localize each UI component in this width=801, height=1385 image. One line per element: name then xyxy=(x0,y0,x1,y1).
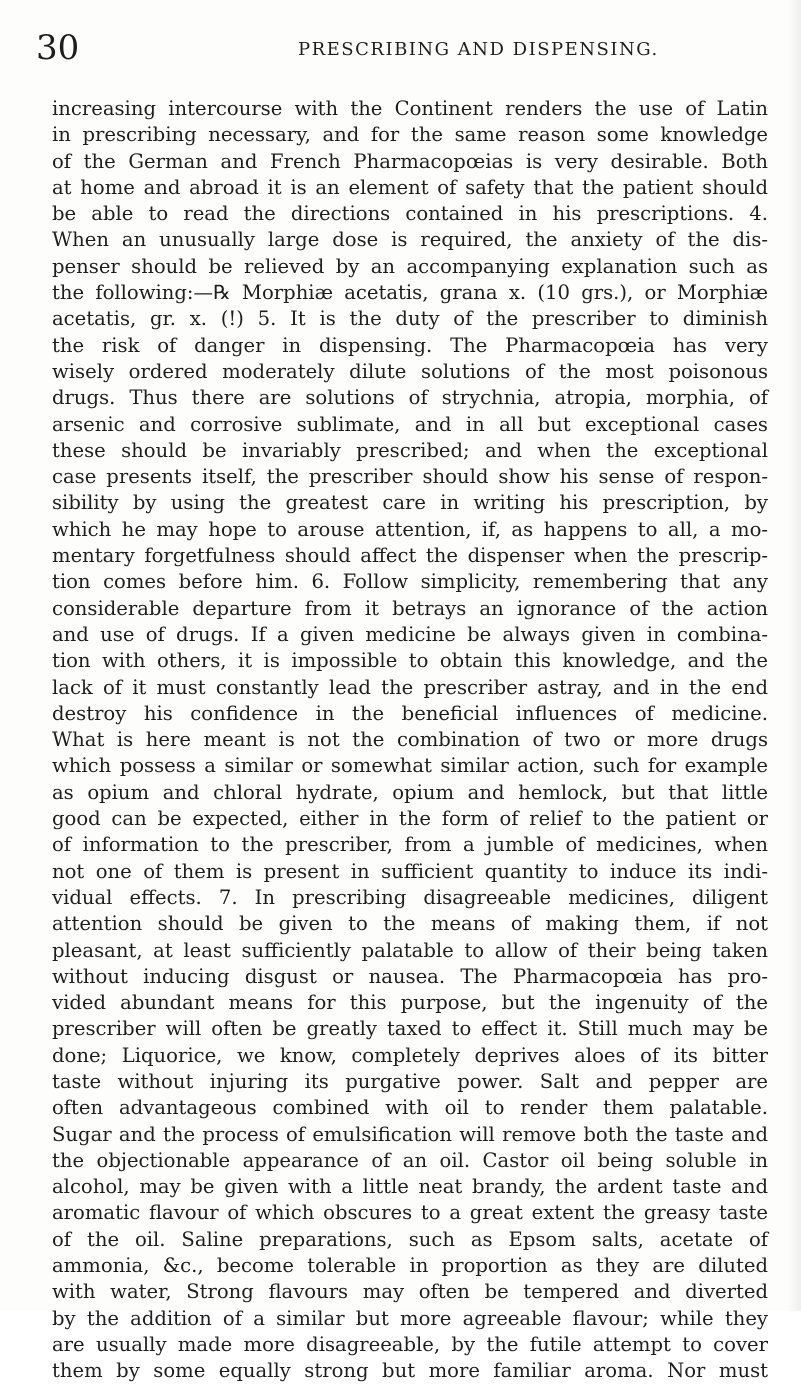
text-line: without inducing disgust or nausea. The Pharmacopœia has pro- xyxy=(52,964,768,988)
page-header xyxy=(36,28,758,68)
text-line: taste without injuring its purgative power. Salt and pepper are xyxy=(52,1069,768,1093)
text-line: good can be expected, either in the form of relief to the patient or xyxy=(52,807,768,831)
text-line: them by some equally strong but more familiar aroma. Nor must xyxy=(52,1359,768,1383)
text-line: the following:—℞ Morphiæ acetatis, grana x. (10 grs.), or Morphiæ xyxy=(52,281,768,305)
text-line: mentary forgetfulness should affect the dispenser when the prescrip- xyxy=(52,544,768,568)
text-line: as opium and chloral hydrate, opium and hemlock, but that little xyxy=(52,780,768,804)
text-line: of information to the prescriber, from a jumble of medicines, when xyxy=(52,833,768,857)
text-line: acetatis, gr. x. (!) 5. It is the duty of the prescriber to diminish xyxy=(52,307,768,331)
text-line: by the addition of a similar but more agreeable flavour; while they xyxy=(52,1306,768,1330)
text-line: drugs. Thus there are solutions of strychnia, atropia, morphia, of xyxy=(52,386,768,410)
text-line: sibility by using the greatest care in writing his prescription, by xyxy=(52,491,768,515)
text-line: increasing intercourse with the Continent renders the use of Latin xyxy=(52,97,768,120)
text-line: and use of drugs. If a given medicine be always given in combina- xyxy=(52,622,768,646)
text-line: not one of them is present in sufficient quantity to induce its indi- xyxy=(52,859,768,883)
text-line: done; Liquorice, we know, completely deprives aloes of its bitter xyxy=(52,1043,768,1067)
text-line: be able to read the directions contained in his prescriptions. 4. xyxy=(52,202,768,226)
text-line: the risk of danger in dispensing. The Pharmacopœia has very xyxy=(52,333,768,357)
text-line: vided abundant means for this purpose, but the ingenuity of the xyxy=(52,991,768,1015)
text-line: What is here meant is not the combination of two or more drugs xyxy=(52,728,768,752)
text-line: alcohol, may be given with a little neat brandy, the ardent taste and xyxy=(52,1175,768,1199)
text-line: vidual effects. 7. In prescribing disagreeable medicines, diligent xyxy=(52,885,768,909)
text-line: considerable departure from it betrays an ignorance of the action xyxy=(52,596,768,620)
text-line: Sugar and the process of emulsification will remove both the taste and xyxy=(52,1122,768,1146)
text-line: often advantageous combined with oil to render them palatable. xyxy=(52,1096,768,1120)
text-line: tion comes before him. 6. Follow simplicity, remembering that any xyxy=(52,570,768,594)
text-line: in prescribing necessary, and for the same reason some knowledge xyxy=(52,123,768,147)
body-text xyxy=(52,96,768,1385)
text-line: case presents itself, the prescriber should show his sense of respon- xyxy=(52,465,768,489)
text-line: pleasant, at least sufficiently palatable to allow of their being taken xyxy=(52,938,768,962)
text-line: attention should be given to the means of making them, if not xyxy=(52,912,768,936)
text-line: arsenic and corrosive sublimate, and in all but exceptional cases xyxy=(52,412,768,436)
text-line: the objectionable appearance of an oil. Castor oil being soluble in xyxy=(52,1148,768,1172)
text-line: tion with others, it is impossible to obtain this knowledge, and the xyxy=(52,649,768,673)
text-line: at home and abroad it is an element of safety that the patient should xyxy=(52,175,768,199)
text-line: of the oil. Saline preparations, such as Epsom salts, acetate of xyxy=(52,1227,768,1251)
text-line: When an unusually large dose is required, the anxiety of the dis- xyxy=(52,228,768,252)
text-line: aromatic flavour of which obscures to a great extent the greasy taste xyxy=(52,1201,768,1225)
text-line: wisely ordered moderately dilute solutions of the most poisonous xyxy=(52,359,768,383)
text-line: penser should be relieved by an accompanying explanation such as xyxy=(52,254,768,278)
text-line: are usually made more disagreeable, by the futile attempt to cover xyxy=(52,1332,768,1356)
text-line: destroy his confidence in the beneficial influences of medicine. xyxy=(52,701,768,725)
text-line: of the German and French Pharmacopœias is very desirable. Both xyxy=(52,149,768,173)
text-line: with water, Strong flavours may often be tempered and diverted xyxy=(52,1280,768,1304)
page-number: 30 xyxy=(36,28,80,68)
running-title: PRESCRIBING AND DISPENSING. xyxy=(298,39,659,60)
text-line: these should be invariably prescribed; and when the exceptional xyxy=(52,438,768,462)
text-line: prescriber will often be greatly taxed to effect it. Still much may be xyxy=(52,1017,768,1041)
text-line: which possess a similar or somewhat similar action, such for example xyxy=(52,754,768,778)
text-line: lack of it must constantly lead the prescriber astray, and in the end xyxy=(52,675,768,699)
page-edge-shadow xyxy=(787,0,801,1311)
text-line: ammonia, &c., become tolerable in proportion as they are diluted xyxy=(52,1254,768,1278)
text-line: which he may hope to arouse attention, if, as happens to all, a mo- xyxy=(52,517,768,541)
